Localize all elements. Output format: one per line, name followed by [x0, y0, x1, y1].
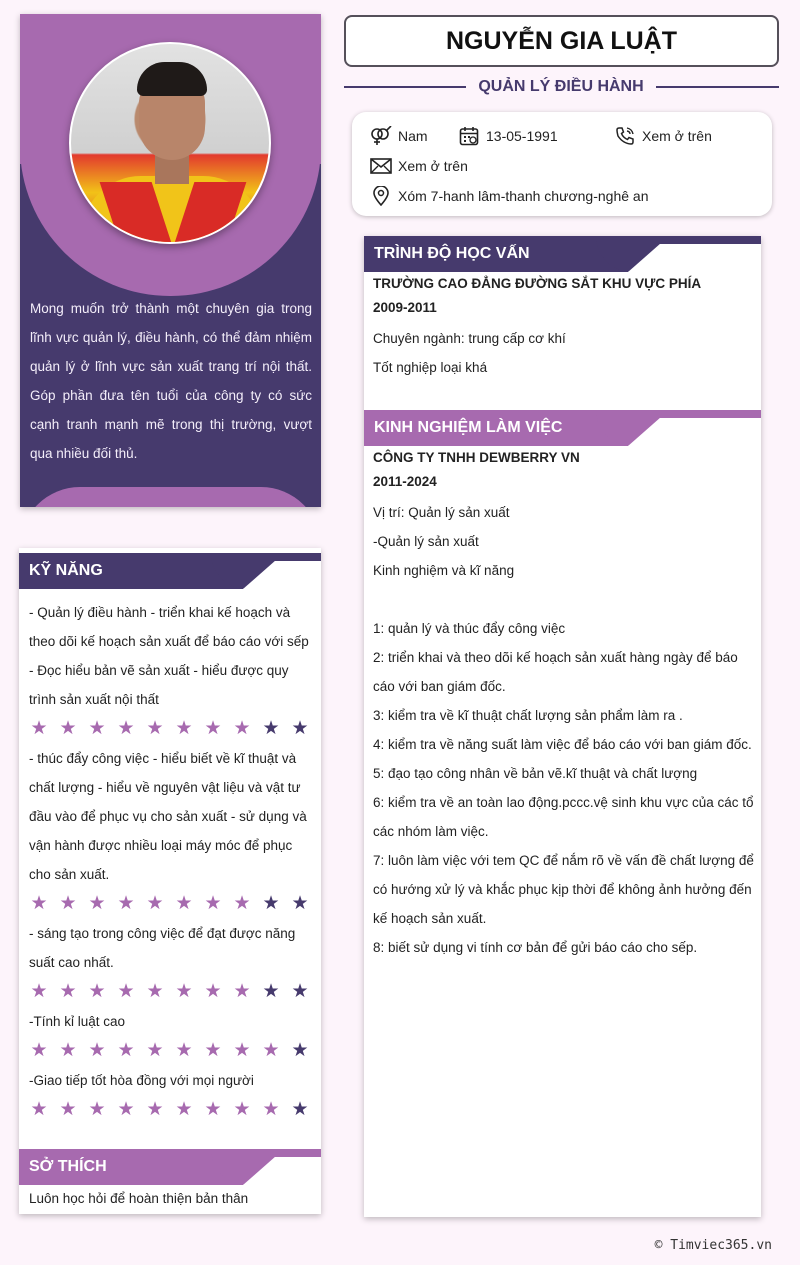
star-icon: ★ [30, 893, 48, 914]
star-icon: ★ [117, 1040, 135, 1061]
star-icon: ★ [30, 1099, 48, 1120]
star-icon: ★ [233, 981, 251, 1002]
experience-line: Vị trí: Quản lý sản xuất [373, 505, 510, 520]
star-icon: ★ [88, 981, 106, 1002]
experience-years: 2011-2024 [373, 474, 437, 489]
star-icon: ★ [291, 981, 309, 1002]
star-icon: ★ [233, 893, 251, 914]
skills-card [19, 548, 321, 1214]
experience-company: CÔNG TY TNHH DEWBERRY VN [373, 450, 580, 465]
star-icon: ★ [146, 1040, 164, 1061]
skill-text: -Giao tiếp tốt hòa đồng với mọi người [29, 1073, 254, 1088]
star-icon: ★ [117, 1099, 135, 1120]
star-icon: ★ [88, 1040, 106, 1061]
skill-rating [29, 889, 314, 919]
star-icon: ★ [30, 1040, 48, 1061]
phone-row [614, 124, 712, 148]
star-icon: ★ [291, 718, 309, 739]
star-icon: ★ [59, 1040, 77, 1061]
education-school: TRƯỜNG CAO ĐẲNG ĐƯỜNG SẮT KHU VỰC PHÍA [373, 276, 702, 291]
star-icon: ★ [88, 1099, 106, 1120]
experience-line: 3: kiểm tra về kĩ thuật chất lượng sản phẩm làm ra . [373, 708, 683, 723]
star-icon: ★ [233, 718, 251, 739]
main-card [364, 236, 761, 1217]
experience-body [373, 446, 755, 962]
hobbies-header [19, 1149, 321, 1185]
star-icon: ★ [175, 981, 193, 1002]
skill-text: - thúc đẩy công việc - hiểu biết về kĩ thuật và chất lượng - hiểu về nguyên vật liệu và vật tư đầu vào để phục vụ cho sản xuất - sử dụng và vận hành được nhiều loại máy móc để phục cho sản xuất. [29, 751, 307, 882]
star-icon: ★ [146, 981, 164, 1002]
star-icon: ★ [262, 981, 280, 1002]
star-icon: ★ [175, 718, 193, 739]
star-icon: ★ [117, 893, 135, 914]
education-grade: Tốt nghiệp loại khá [373, 360, 488, 375]
birthday-row [458, 124, 558, 148]
star-icon: ★ [146, 718, 164, 739]
calendar-icon [458, 125, 480, 147]
experience-lines [373, 498, 755, 962]
birthday-value: 13-05-1991 [486, 128, 558, 144]
education-heading: TRÌNH ĐỘ HỌC VẤN [364, 236, 628, 272]
star-icon: ★ [291, 1099, 309, 1120]
phone-value: Xem ở trên [642, 128, 712, 144]
star-icon: ★ [59, 981, 77, 1002]
skill-text: - sáng tạo trong công việc để đạt được năng suất cao nhất. [29, 926, 296, 970]
star-icon: ★ [233, 1040, 251, 1061]
email-value: Xem ở trên [398, 158, 468, 174]
star-icon: ★ [88, 718, 106, 739]
profile-bottom-band [20, 487, 321, 507]
star-icon: ★ [204, 718, 222, 739]
experience-line: 8: biết sử dụng vi tính cơ bản để gửi báo cáo cho sếp. [373, 940, 698, 955]
skills-list [29, 598, 314, 1125]
star-icon: ★ [175, 893, 193, 914]
star-icon: ★ [88, 893, 106, 914]
gender-icon [370, 125, 392, 147]
star-icon: ★ [30, 718, 48, 739]
star-icon: ★ [262, 1099, 280, 1120]
education-header [364, 236, 761, 272]
skill-rating [29, 1036, 314, 1066]
experience-line: -Quản lý sản xuất [373, 534, 479, 549]
skill-rating [29, 977, 314, 1007]
hobbies-text: Luôn học hỏi để hoàn thiện bản thân [29, 1191, 249, 1206]
experience-header [364, 410, 761, 446]
address-value: Xóm 7-hanh lâm-thanh chương-nghê an [398, 188, 649, 204]
gender-row [370, 124, 428, 148]
experience-line: 5: đạo tạo công nhân về bản vẽ.kĩ thuật và chất lượng [373, 766, 698, 781]
address-row [370, 184, 648, 208]
mail-icon [370, 155, 392, 177]
experience-line: 4: kiểm tra về năng suất làm việc để báo cáo với ban giám đốc. [373, 737, 752, 752]
star-icon: ★ [204, 981, 222, 1002]
education-body [373, 272, 755, 382]
star-icon: ★ [59, 1099, 77, 1120]
star-icon: ★ [204, 1040, 222, 1061]
location-icon [370, 185, 392, 207]
star-icon: ★ [30, 981, 48, 1002]
candidate-name: NGUYỄN GIA LUẬT [344, 15, 779, 67]
star-icon: ★ [262, 893, 280, 914]
star-icon: ★ [175, 1099, 193, 1120]
star-icon: ★ [291, 1040, 309, 1061]
star-icon: ★ [204, 893, 222, 914]
star-icon: ★ [146, 1099, 164, 1120]
star-icon: ★ [59, 893, 77, 914]
star-icon: ★ [59, 718, 77, 739]
star-icon: ★ [175, 1040, 193, 1061]
footer-credit: © Timviec365.vn [654, 1238, 772, 1253]
gender-value: Nam [398, 128, 428, 144]
star-icon: ★ [291, 893, 309, 914]
experience-line [373, 585, 755, 614]
experience-line: 7: luôn làm việc với tem QC để nắm rõ về vấn đề chất lượng để có hướng xử lý và khắc phục kịp thời để không ảnh hưởng đến kế hoạch sản xuất. [373, 853, 754, 926]
hobbies-heading: SỞ THÍCH [19, 1149, 243, 1185]
career-objective: Mong muốn trở thành một chuyên gia trong lĩnh vực quản lý, điều hành, có thể đảm nhiệm quản lý ở lĩnh vực sản xuất trang trí nội thất. Góp phần đưa tên tuổi của công ty có sức cạnh tranh mạnh mẽ trong thị trường, vượt qua nhiều đối thủ. [30, 301, 312, 461]
skill-rating [29, 714, 314, 744]
skills-header [19, 553, 321, 589]
experience-heading: KINH NGHIỆM LÀM VIỆC [364, 410, 628, 446]
skill-rating [29, 1095, 314, 1125]
experience-line: 1: quản lý và thúc đẩy công việc [373, 621, 566, 636]
contact-box [352, 112, 772, 216]
experience-line: Kinh nghiệm và kĩ năng [373, 563, 515, 578]
experience-line: 2: triển khai và theo dõi kế hoạch sản xuất hàng ngày để báo cáo với ban giám đốc. [373, 650, 738, 694]
skill-text: -Tính kỉ luật cao [29, 1014, 126, 1029]
skills-heading: KỸ NĂNG [19, 553, 243, 589]
avatar [69, 42, 271, 244]
education-years: 2009-2011 [373, 300, 437, 315]
star-icon: ★ [233, 1099, 251, 1120]
education-major: Chuyên ngành: trung cấp cơ khí [373, 331, 566, 346]
job-title: QUẢN LÝ ĐIỀU HÀNH [466, 75, 656, 99]
email-row [370, 154, 468, 178]
star-icon: ★ [204, 1099, 222, 1120]
star-icon: ★ [262, 1040, 280, 1061]
star-icon: ★ [262, 718, 280, 739]
phone-icon [614, 125, 636, 147]
star-icon: ★ [117, 981, 135, 1002]
profile-card [20, 14, 321, 507]
skill-text: - Quản lý điều hành - triển khai kế hoạch và theo dõi kế hoạch sản xuất để báo cáo với sếp - Đọc hiểu bản vẽ sản xuất - hiểu được quy trình sản xuất nội thất [29, 605, 309, 707]
star-icon: ★ [146, 893, 164, 914]
experience-line: 6: kiểm tra về an toàn lao động.pccc.vệ sinh khu vực của các tổ các nhóm làm việc. [373, 795, 754, 839]
star-icon: ★ [117, 718, 135, 739]
